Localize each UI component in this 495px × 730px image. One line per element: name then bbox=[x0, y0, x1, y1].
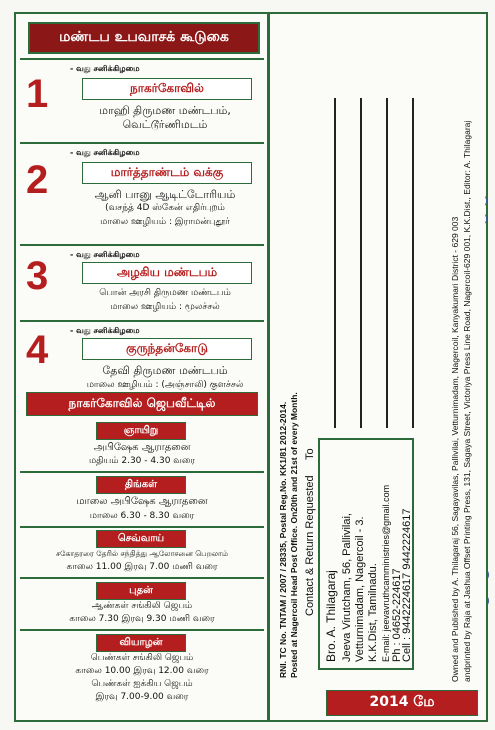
scan-edge-mark: ) bbox=[486, 596, 490, 607]
divider-line bbox=[20, 471, 264, 473]
venue-line: மாஹி திருமண மண்டபம், bbox=[99, 104, 231, 117]
divider-line bbox=[20, 577, 264, 579]
printer-editor-line: andprinted by Raja at Jashua Offset Printing Press, 131, Sagaya Street, Victoriya Press Line Road, Nagercoil-629 001, K.K.Dist., Editor: A. Thilagaraj bbox=[462, 120, 472, 682]
day-tab-monday: திங்கள் bbox=[96, 476, 186, 494]
entry-number: 2 bbox=[26, 158, 49, 202]
sender-address-box bbox=[318, 438, 414, 670]
email-text: E-mail: jeevavruthcamministries@gmail.com bbox=[381, 484, 391, 662]
phone-text: Ph : 04652-224617 bbox=[391, 568, 403, 662]
schedule-line: ஆண்கள் சங்கிலி ஜெபம் bbox=[91, 601, 193, 611]
schedule-line: காலை 7.30 இரவு 9.30 மணி வரை bbox=[69, 614, 215, 624]
entry-number: 3 bbox=[26, 254, 49, 298]
day-label: - வது சனிக்கிழமை bbox=[70, 326, 140, 335]
place-name: நாகர்கோவில் bbox=[82, 78, 252, 100]
venue-line: (வசந்த் 4D ஸ்கேன் எதிர்புறம் bbox=[105, 203, 225, 213]
day-tab-thursday: வியாழன் bbox=[96, 634, 186, 652]
entry-4 bbox=[20, 326, 264, 398]
evening-service: மாலை ஊழியம் : (அஞ்சாலி) குளச்சல் bbox=[86, 380, 244, 390]
entry-number: 4 bbox=[26, 328, 49, 372]
day-tab-wednesday: புதன் bbox=[96, 582, 186, 600]
divider-line bbox=[20, 320, 264, 322]
address-rule bbox=[412, 98, 414, 428]
day-label: - வது சனிக்கிழமை bbox=[70, 64, 140, 73]
place-name: அழகிய மண்டபம் bbox=[82, 262, 252, 284]
entry-3 bbox=[20, 250, 264, 324]
schedule-line: மாலை அபிஷேக ஆராதனை bbox=[76, 496, 208, 507]
to-label: To bbox=[304, 448, 316, 460]
issue-month-badge: 2014 மே bbox=[326, 690, 478, 716]
venue-line: ஆனி பானு ஆடிட்டோரியம் bbox=[94, 188, 236, 201]
venue-line: பொன் அரசி திருமண மண்டபம் bbox=[99, 288, 231, 298]
venue-line: வெட்டூர்ணிமடம் bbox=[122, 118, 208, 131]
address-line: Jeeva Virutcham, 56, Pallivilai, bbox=[341, 513, 353, 662]
divider-line bbox=[20, 142, 264, 144]
schedule-line: மதியம் 2.30 - 4.30 வரை bbox=[88, 456, 196, 466]
schedule-line: காலை 10.00 இரவு 12.00 வரை bbox=[75, 666, 209, 676]
divider-line bbox=[20, 629, 264, 631]
address-rule bbox=[386, 98, 388, 428]
day-tab-tuesday: செவ்வாய் bbox=[96, 530, 186, 548]
day-label: - வது சனிக்கிழமை bbox=[70, 148, 140, 157]
postal-registration: RNI. TC No. TNTAM / 2007 / 28335, Postal Reg.No. KK1/81 2012-2014. bbox=[278, 401, 288, 678]
schedule-line: மாலை 6.30 - 8.30 வரை bbox=[89, 511, 195, 521]
divider-line bbox=[20, 526, 264, 528]
schedule-line: சகோதரரை தேரில் சந்தித்து ஆலோசனை பெறலாம் bbox=[56, 549, 228, 558]
contact-return-label: Contact & Return Requested bbox=[304, 475, 316, 616]
address-line: K.K.Dist, Tamilnadu. bbox=[367, 563, 379, 662]
cell-text: Cell : 9442224617 9442224617 bbox=[401, 508, 413, 662]
address-rule bbox=[334, 98, 336, 428]
entry-2 bbox=[20, 148, 264, 244]
entry-1 bbox=[20, 64, 264, 144]
scan-edge-mark: ) bbox=[484, 196, 488, 207]
address-line: Vetturnimadam, Nagercoil - 3. bbox=[354, 516, 366, 662]
prayer-house-title: நாகர்கோவில் ஜெபவீட்டில் bbox=[26, 392, 258, 416]
evening-service: மாலை ஊழியம் : மூலச்சல் bbox=[110, 302, 220, 312]
sender-name: Bro. A. Thilagaraj bbox=[324, 570, 338, 662]
address-rule bbox=[360, 98, 362, 428]
schedule-line: இரவு 7.00-9.00 வரை bbox=[95, 692, 189, 702]
divider-line bbox=[20, 244, 264, 246]
left-column bbox=[20, 18, 264, 716]
day-label: - வது சனிக்கிழமை bbox=[70, 250, 140, 259]
owner-publisher-line: Owned and Published by A. Thilagaraj 56, Sagayavilas, Pallivilai, Vetturnimadam, Nagercoil, Kanyakumari District - 629 003 bbox=[450, 216, 460, 682]
place-name: குருந்தன்கோடு bbox=[82, 338, 252, 360]
evening-service: மாலை ஊழியம் : இராமன்புதூர் bbox=[100, 217, 230, 227]
schedule-line: அபிஷேக ஆராதனை bbox=[93, 442, 191, 453]
postal-posting-note: Posted at Nagercoil Head Post Office. On20th and 21st of every Month. bbox=[289, 392, 299, 678]
schedule-line: பெண்கள் ஐக்கிய ஜெபம் bbox=[91, 679, 193, 689]
divider-line bbox=[20, 58, 264, 60]
magazine-page bbox=[14, 12, 488, 722]
column-divider bbox=[267, 14, 270, 720]
page-title: மண்டப உபவாசக் கூடுகை bbox=[28, 22, 260, 54]
schedule-line: பெண்கள் சங்கிலி ஜெபம் bbox=[90, 653, 194, 663]
place-name: மார்த்தாண்டம் வக்கு bbox=[82, 162, 252, 184]
schedule-line: காலை 11.00 இரவு 7.00 மணி வரை bbox=[66, 562, 218, 572]
day-tab-sunday: ஞாயிறு bbox=[96, 422, 186, 440]
scan-edge-mark: ) bbox=[486, 570, 490, 581]
entry-number: 1 bbox=[26, 72, 49, 116]
venue-line: தேவி திருமண மண்டபம் bbox=[102, 364, 228, 377]
postal-panel bbox=[274, 18, 482, 716]
scan-edge-mark: ) bbox=[484, 214, 488, 225]
